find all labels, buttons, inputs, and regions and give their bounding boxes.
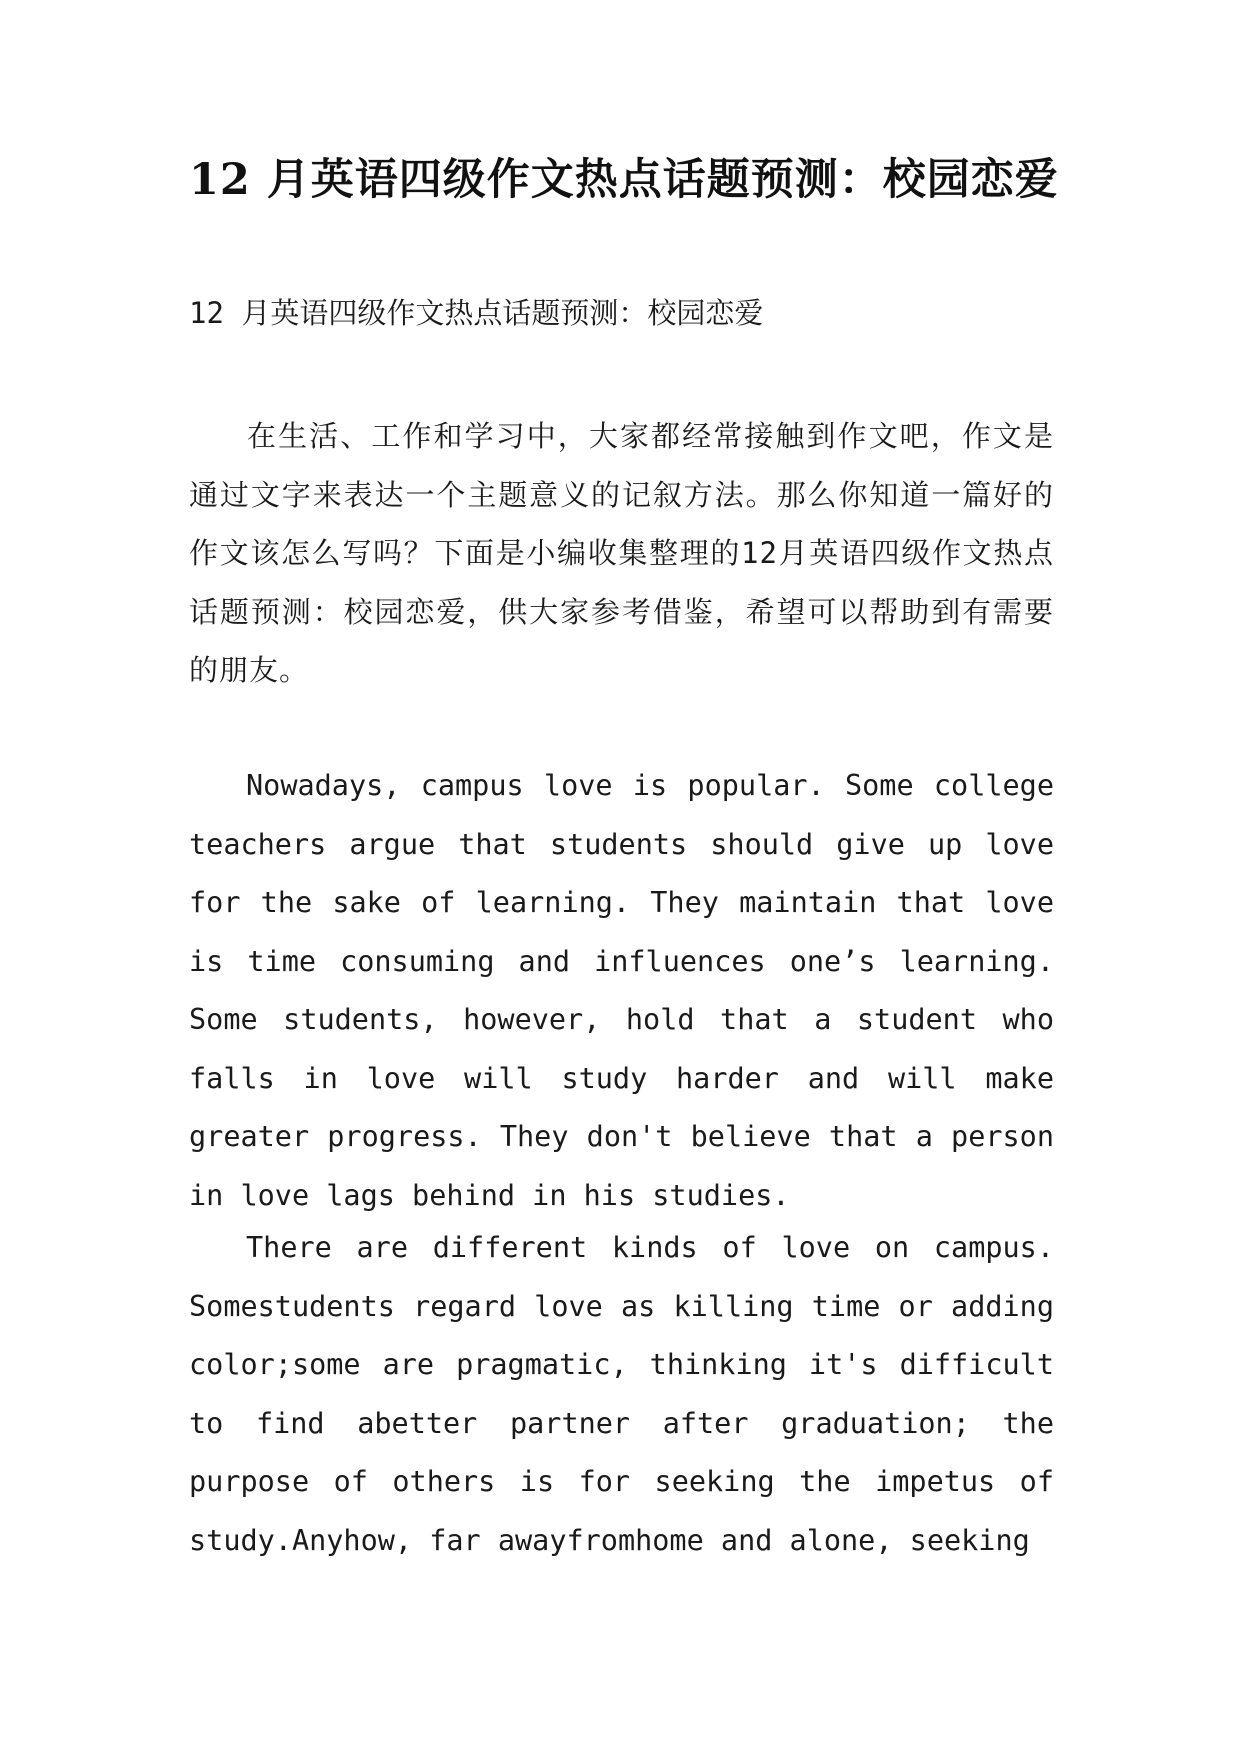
essay-paragraph-1: Nowadays, campus love is popular. Some college teachers argue that students should give up love for the sake of learning. They maintain that love is time consuming and influences one’s learning. Some students, however, hold that a student who falls in love will study harder and will make greater progress. They don't believe that a person in love lags behind in his studies. [189,769,1054,1212]
document-title: 12 月英语四级作文热点话题预测：校园恋爱 [189,155,1059,205]
document-subtitle: 12 月英语四级作文热点话题预测：校园恋爱 [189,296,764,330]
essay-paragraph-2: There are different kinds of love on campus. Somestudents regard love as killing time or adding color;some are pragmatic, thinking it's difficult to find abetter partner after graduation; the purpose of others is for seeking the impetus of study.Anyhow, far awayfromhome and alone, seeking [189,1231,1054,1557]
intro-paragraph: 在生活、工作和学习中，大家都经常接触到作文吧，作文是通过文字来表达一个主题意义的记叙方法。那么你知道一篇好的作文该怎么写吗？下面是小编收集整理的12月英语四级作文热点话题预测：校园恋爱，供大家参考借鉴，希望可以帮助到有需要的朋友。 [189,419,1054,687]
